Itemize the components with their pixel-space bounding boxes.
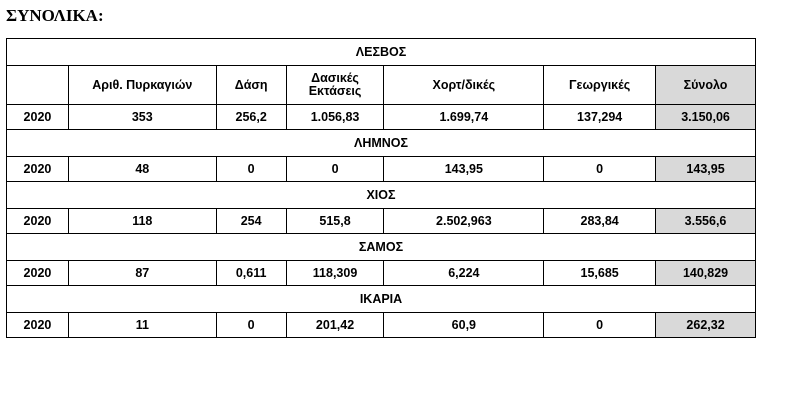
column-header-forests: Δάση — [216, 66, 286, 105]
section-header-lesvos — [7, 39, 756, 66]
cell-total: 140,829 — [656, 261, 756, 286]
section-name: ΙΚΑΡΙΑ — [7, 286, 756, 313]
cell-fires: 48 — [68, 157, 216, 182]
cell-grassland: 60,9 — [384, 313, 544, 338]
section-name: ΣΑΜΟΣ — [7, 234, 756, 261]
cell-total: 262,32 — [656, 313, 756, 338]
cell-agricultural: 283,84 — [544, 209, 656, 234]
page-title: ΣΥΝΟΛΙΚΑ: — [6, 6, 104, 25]
cell-year: 2020 — [7, 261, 69, 286]
cell-total: 3.556,6 — [656, 209, 756, 234]
column-header-fires: Αριθ. Πυρκαγιών — [68, 66, 216, 105]
cell-total: 143,95 — [656, 157, 756, 182]
section-name: ΛΕΣΒΟΣ — [7, 39, 756, 66]
cell-year: 2020 — [7, 157, 69, 182]
cell-fires: 11 — [68, 313, 216, 338]
cell-fires: 87 — [68, 261, 216, 286]
cell-agricultural: 15,685 — [544, 261, 656, 286]
section-header-ikaria — [7, 286, 756, 313]
section-header-chios — [7, 182, 756, 209]
column-header-total: Σύνολο — [656, 66, 756, 105]
cell-total: 3.150,06 — [656, 105, 756, 130]
cell-forest-land: 1.056,83 — [286, 105, 384, 130]
cell-forest-land: 201,42 — [286, 313, 384, 338]
column-header-grassland: Χορτ/δικές — [384, 66, 544, 105]
table-row — [7, 157, 756, 182]
cell-forests: 0 — [216, 313, 286, 338]
cell-year: 2020 — [7, 105, 69, 130]
section-name: ΛΗΜΝΟΣ — [7, 130, 756, 157]
section-name: ΧΙΟΣ — [7, 182, 756, 209]
table-row — [7, 209, 756, 234]
table-row — [7, 313, 756, 338]
cell-forest-land: 0 — [286, 157, 384, 182]
cell-forests: 256,2 — [216, 105, 286, 130]
cell-year: 2020 — [7, 313, 69, 338]
column-header-year — [7, 66, 69, 105]
cell-forest-land: 515,8 — [286, 209, 384, 234]
column-header-row — [7, 66, 756, 105]
cell-forests: 0,611 — [216, 261, 286, 286]
cell-year: 2020 — [7, 209, 69, 234]
cell-agricultural: 0 — [544, 313, 656, 338]
cell-forests: 0 — [216, 157, 286, 182]
cell-grassland: 1.699,74 — [384, 105, 544, 130]
column-header-agricultural: Γεωργικές — [544, 66, 656, 105]
section-header-samos — [7, 234, 756, 261]
cell-grassland: 143,95 — [384, 157, 544, 182]
cell-agricultural: 0 — [544, 157, 656, 182]
cell-fires: 353 — [68, 105, 216, 130]
table-row — [7, 105, 756, 130]
column-header-forest-land: Δασικές Εκτάσεις — [286, 66, 384, 105]
cell-forest-land: 118,309 — [286, 261, 384, 286]
cell-grassland: 6,224 — [384, 261, 544, 286]
cell-agricultural: 137,294 — [544, 105, 656, 130]
table-row — [7, 261, 756, 286]
cell-fires: 118 — [68, 209, 216, 234]
cell-grassland: 2.502,963 — [384, 209, 544, 234]
cell-forests: 254 — [216, 209, 286, 234]
fire-summary-table — [6, 38, 756, 338]
section-header-limnos — [7, 130, 756, 157]
